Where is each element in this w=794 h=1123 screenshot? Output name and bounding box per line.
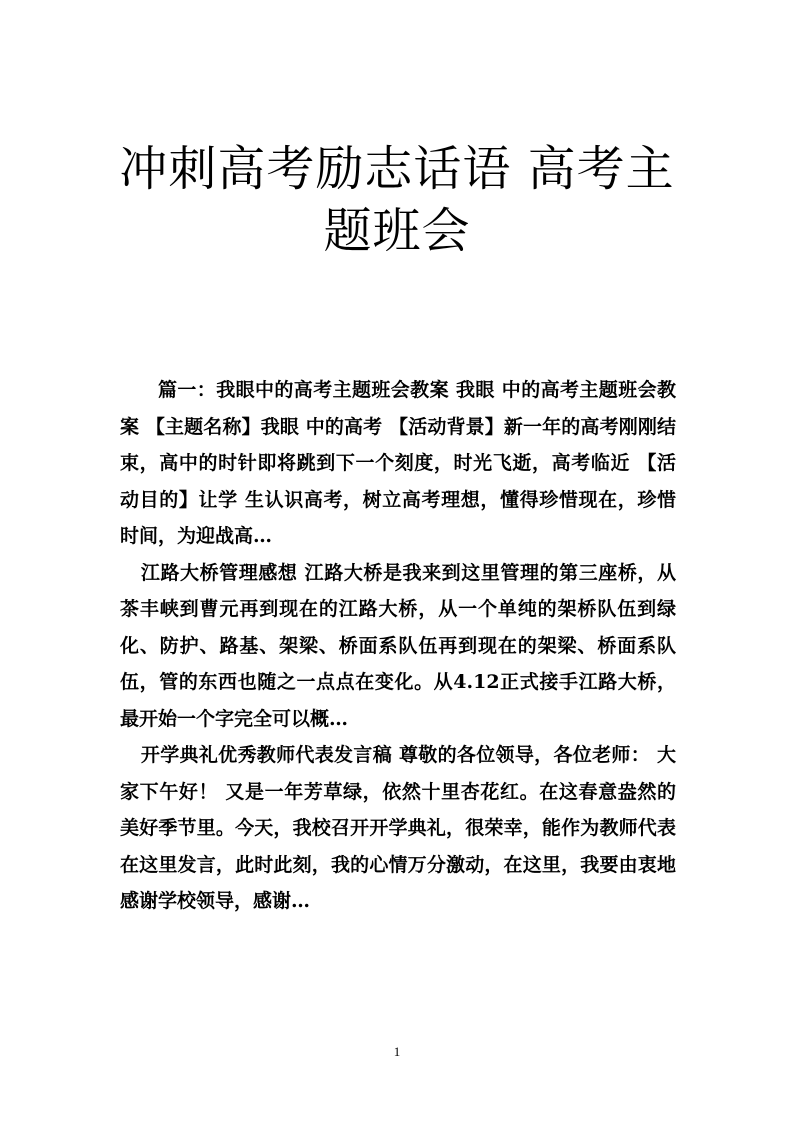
- page-number: 1: [393, 1044, 401, 1059]
- document-body: [120, 372, 676, 920]
- paragraph-gaokao-class-meeting: 篇一：我眼中的高考主题班会教案 我眼 中的高考主题班会教案 【主题名称】我眼 中的高考 【活动背景】新一年的高考刚刚结束，高中的时针即将跳到下一个刻度，时光飞逝，高考临近 【活动目的】让学 生认识高考，树立高考理想，懂得珍惜现在，珍惜时间，为迎战高…: [120, 379, 676, 547]
- document-title: 冲刺高考励志话语 高考主题班会: [119, 141, 675, 259]
- paragraph-bridge-management: 江路大桥管理感想 江路大桥是我来到这里管理的第三座桥，从茶丰峡到曹元再到现在的江路大桥，从一个单纯的架桥队伍到绿化、防护、路基、架梁、桥面系队伍再到现在的架梁、桥面系队伍，管的东西也随之一点点在变化。从4.12正式接手江路大桥，最开始一个字完全可以概…: [120, 561, 676, 730]
- paragraph-opening-ceremony-speech: 开学典礼优秀教师代表发言稿 尊敬的各位领导，各位老师： 大家下午好！ 又是一年芳草绿，依然十里杏花红。在这春意盎然的美好季节里。今天，我校召开开学典礼，很荣幸，能作为教师代表在这里发言，此时此刻，我的心情万分激动，在这里，我要由衷地感谢学校领导，感谢…: [120, 744, 676, 912]
